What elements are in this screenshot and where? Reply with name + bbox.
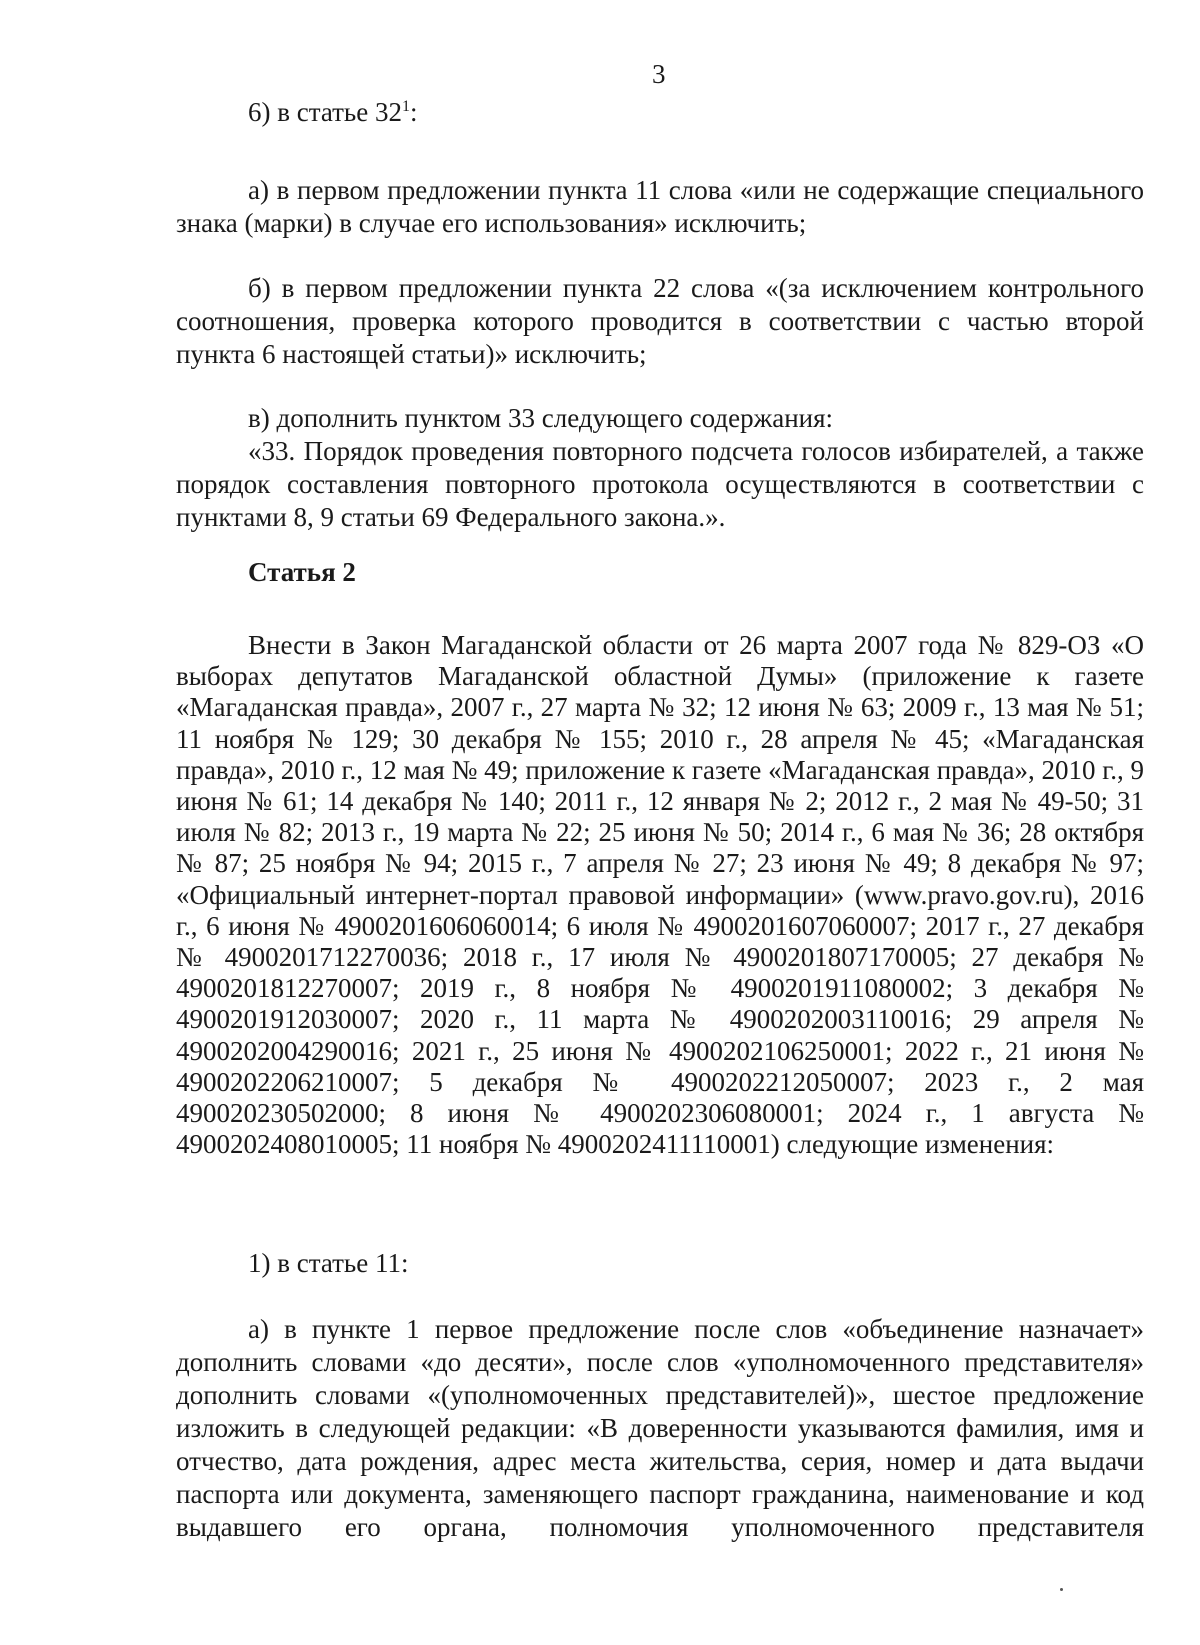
article-2-heading: Статья 2 <box>248 557 356 587</box>
item-1-block <box>176 1247 1144 1280</box>
item-6-heading <box>176 96 1144 129</box>
item-6 <box>176 96 1144 129</box>
item-6-suffix: : <box>409 97 418 127</box>
item-6-superscript: 1 <box>401 98 410 115</box>
article-2-intro-block <box>176 630 1144 1160</box>
item-6b-block <box>176 272 1144 371</box>
page-number: 3 <box>652 59 666 89</box>
article-2-intro: Внести в Закон Магаданской области от 26 марта 2007 года № 829-ОЗ «О выборах депутатов Магаданской областной Думы» (приложение к газете «Магаданская правда», 2007 г., 27 марта № 32; 12 июня № 63; 2009 г., 13 мая № 51; 11 ноября № 129; 30 декабря № 155; 2010 г., 28 апреля № 45; «Магаданская правда», 2010 г., 12 мая № 49; приложение к газете «Магаданская правда», 2010 г., 9 июня № 61; 14 декабря № 140; 2011 г., 12 января № 2; 2012 г., 2 мая № 49-50; 31 июля № 82; 2013 г., 19 марта № 22; 25 июня № 50; 2014 г., 6 мая № 36; 28 октября № 87; 25 ноября № 94; 2015 г., 7 апреля № 27; 23 июня № 49; 8 декабря № 97; «Официальный интернет-портал правовой информации» (www.pravo.gov.ru), 2016 г., 6 июня № 4900201606060014; 6 июля № 4900201607060007; 2017 г., 27 декабря № 4900201712270036; 2018 г., 17 июля № 4900201807170005; 27 декабря № 4900201812270007; 2019 г., 8 ноября № 4900201911080002; 3 декабря № 4900201912030007; 2020 г., 11 марта № 4900202003110016; 29 апреля № 4900202004290016; 2021 г., 25 июня № 4900202106250001; 2022 г., 21 июня № 4900202206210007; 5 декабря № 4900202212050007; 2023 г., 2 мая 490020230502000; 8 июня № 4900202306080001; 2024 г., 1 августа № 4900202408010005; 11 ноября № 4900202411110001) следующие изменения: <box>176 630 1144 1160</box>
item-6v-quote: «33. Порядок проведения повторного подсчета голосов избирателей, а также порядок составления повторного протокола осуществляются в соответствии с пунктами 8, 9 статьи 69 Федерального закона.». <box>176 436 1144 532</box>
item-6a: а) в первом предложении пункта 11 слова «или не содержащие специального знака (марки) в случае его использования» исключить; <box>176 175 1144 238</box>
scan-speck <box>1060 1588 1063 1591</box>
item-1: 1) в статье 11: <box>248 1248 409 1278</box>
item-6v: в) дополнить пунктом 33 следующего содержания: <box>248 403 834 433</box>
item-6a-block <box>176 174 1144 240</box>
item-1a: а) в пункте 1 первое предложение после слов «объединение назначает» дополнить словами «до десяти», после слов «уполномоченного представителя» дополнить словами «(уполномоченных представителей)», шестое предложение изложить в следующей редакции: «В доверенности указываются фамилия, имя и отчество, дата рождения, адрес места жительства, серия, номер и дата выдачи паспорта или документа, заменяющего паспорт гражданина, наименование и код выдавшего его органа, полномочия уполномоченного представителя <box>176 1314 1144 1542</box>
item-6v-block <box>176 402 1144 534</box>
item-6b: б) в первом предложении пункта 22 слова «(за исключением контрольного соотношения, проверка которого проводится в соответствии с частью второй пункта 6 настоящей статьи)» исключить; <box>176 273 1144 369</box>
item-6-prefix: 6) в статье 32 <box>248 97 402 127</box>
item-1a-block <box>176 1313 1144 1544</box>
